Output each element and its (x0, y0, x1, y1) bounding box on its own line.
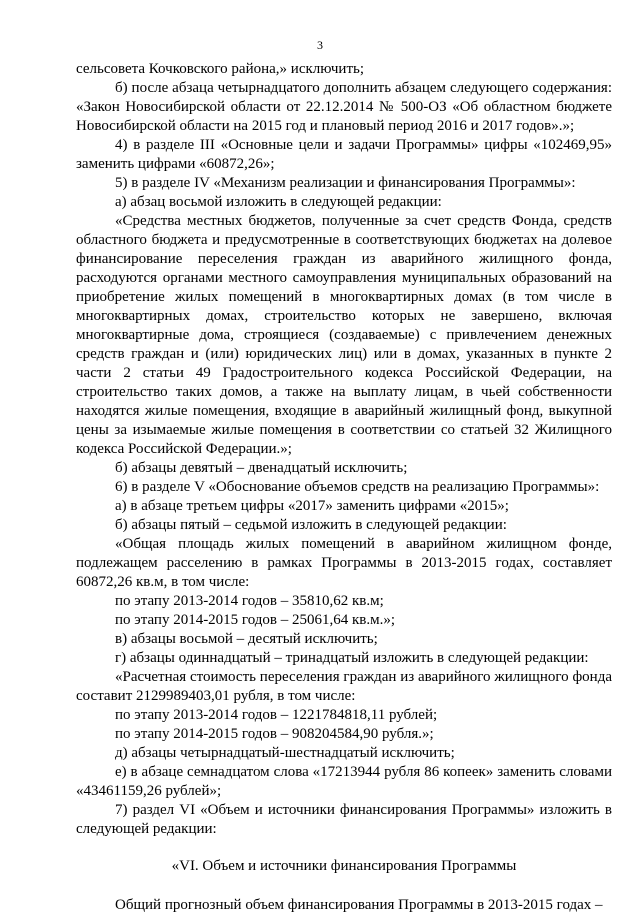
paragraph: е) в абзаце семнадцатом слова «17213944 рубля 86 копеек» заменить словами «43461159,26 рублей»; (76, 764, 612, 799)
document-body (76, 60, 612, 915)
paragraph: 5) в разделе IV «Механизм реализации и финансирования Программы»: (115, 175, 576, 191)
paragraph: в) абзацы восьмой – десятый исключить; (115, 631, 378, 647)
paragraph: по этапу 2014-2015 годов – 25061,64 кв.м.»; (115, 612, 396, 628)
paragraph: 6) в разделе V «Обоснование объемов средств на реализацию Программы»: (115, 479, 600, 495)
section-heading: «VI. Объем и источники финансирования Программы (171, 858, 517, 874)
paragraph: б) абзацы пятый – седьмой изложить в следующей редакции: (115, 517, 507, 533)
paragraph: а) в абзаце третьем цифры «2017» заменить цифрами «2015»; (115, 498, 509, 514)
paragraph: «Средства местных бюджетов, полученные за счет средств Фонда, средств областного бюджета и предусмотренные в соответствующих бюджетах на долевое финансирование переселения граждан из аварийного жилищного фонда, расходуются органами местного самоуправления муниципальных образований на приобретение жилых помещений в многоквартирных домах (в том числе в многоквартирных домах, строительство которых не завершено, включая многоквартирные дома, строящиеся (создаваемые) с привлечением денежных средств граждан и (или) юридических лиц) или в домах, указанных в пункте 2 части 2 статьи 49 Градостроительного кодекса Российской Федерации, на строительство таких домов, а также на выплату лицам, в чьей собственности находятся жилые помещения, входящие в аварийный жилищный фонд, выкупной цены за изымаемые жилые помещения в соответствии со статьей 32 Жилищного кодекса Российской Федерации.»; (76, 213, 612, 457)
page-number: 3 (317, 38, 323, 52)
paragraph: по этапу 2013-2014 годов – 1221784818,11 рублей; (115, 707, 438, 723)
paragraph: «Общая площадь жилых помещений в аварийном жилищном фонде, подлежащем расселению в рамках Программы в 2013-2015 годах, составляет 60872,26 кв.м, в том числе: (76, 536, 612, 590)
paragraph: «Расчетная стоимость переселения граждан из аварийного жилищного фонда составит 2129989403,01 рубля, в том числе: (76, 669, 612, 704)
paragraph: а) абзац восьмой изложить в следующей редакции: (115, 194, 442, 210)
paragraph: б) абзацы девятый – двенадцатый исключить; (115, 460, 408, 476)
paragraph: г) абзацы одиннадцатый – тринадцатый изложить в следующей редакции: (115, 650, 589, 666)
paragraph: по этапу 2013-2014 годов – 35810,62 кв.м; (115, 593, 384, 609)
paragraph: 7) раздел VI «Объем и источники финансирования Программы» изложить в следующей редакции: (76, 802, 612, 837)
paragraph: сельсовета Кочковского района,» исключить; (76, 61, 365, 77)
paragraph: Общий прогнозный объем финансирования Программы в 2013-2015 годах – (115, 897, 603, 913)
paragraph: д) абзацы четырнадцатый-шестнадцатый исключить; (115, 745, 455, 761)
paragraph: по этапу 2014-2015 годов – 908204584,90 рубля.»; (115, 726, 434, 742)
paragraph: б) после абзаца четырнадцатого дополнить абзацем следующего содержания: «Закон Новосибирской области от 22.12.2014 № 500-ОЗ «Об областном бюджете Новосибирской области на 2015 год и плановый период 2016 и 2017 годов».»; (76, 80, 612, 134)
paragraph: 4) в разделе III «Основные цели и задачи Программы» цифры «102469,95» заменить цифрами «60872,26»; (76, 137, 612, 172)
